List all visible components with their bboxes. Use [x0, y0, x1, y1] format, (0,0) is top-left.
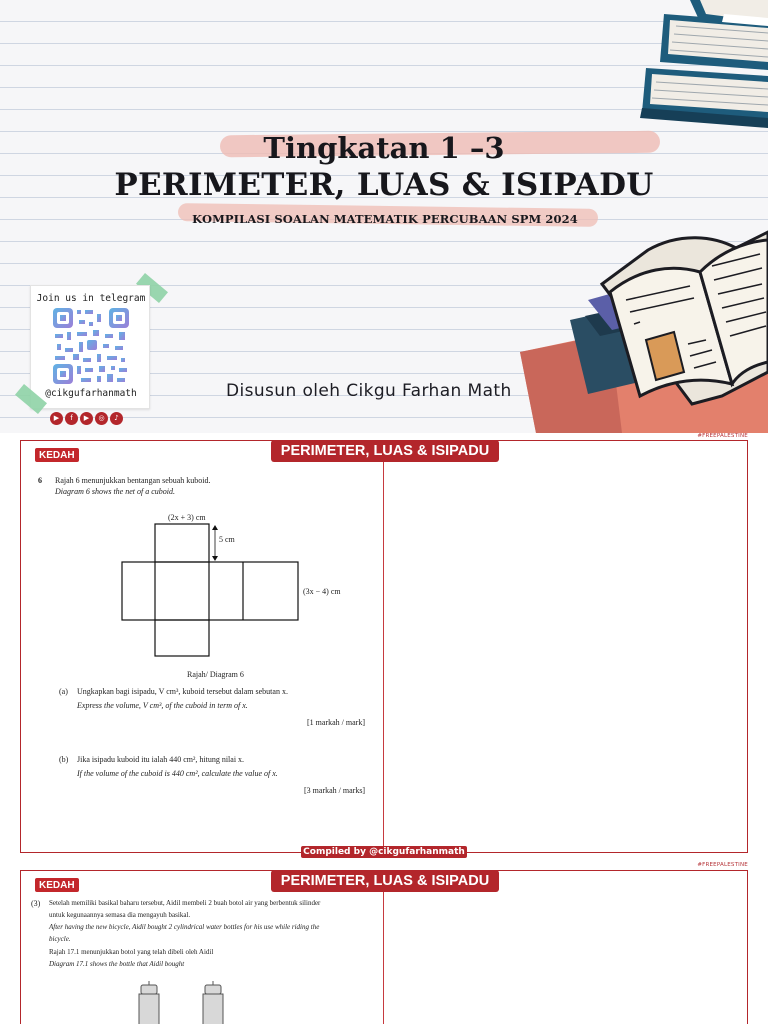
cover — [0, 0, 768, 433]
question-stem-ms: Rajah 6 menunjukkan bentangan sebuah kuboid. — [55, 476, 211, 485]
tiktok-icon[interactable]: ♪ — [110, 412, 123, 425]
question-line-en: After having the new bicycle, Aidil bought 2 cylindrical water bottles for his use while riding the — [49, 923, 320, 931]
column-divider — [383, 441, 384, 852]
question-number: 6 — [38, 476, 42, 485]
facebook-icon[interactable]: f — [65, 412, 78, 425]
part-a-marks: [1 markah / mark] — [307, 718, 365, 727]
page-tag: #FREEPALESTINE — [697, 862, 748, 868]
youtube-icon[interactable]: ▶ — [50, 412, 63, 425]
state-badge: KEDAH — [35, 448, 79, 462]
water-bottle-illustration — [133, 981, 243, 1024]
question-line-en: Diagram 17.1 shows the bottle that Aidil bought — [49, 960, 185, 968]
author-credit: Disusun oleh Cikgu Farhan Math — [226, 381, 512, 401]
worksheet-page — [20, 870, 748, 1024]
part-b-label: (b) — [59, 755, 69, 764]
dimension-right-label: (3x − 4) cm — [303, 587, 341, 596]
part-a-text-ms: Ungkapkan bagi isipadu, V cm³, kuboid tersebut dalam sebutan x. — [77, 687, 288, 696]
part-b-text-ms: Jika isipadu kuboid itu ialah 440 cm², hitung nilai x. — [77, 755, 245, 764]
cover-compilation: KOMPILASI SOALAN MATEMATIK PERCUBAAN SPM 2024 — [192, 212, 578, 226]
page-header: PERIMETER, LUAS & ISIPADU — [271, 440, 499, 462]
page-header: PERIMETER, LUAS & ISIPADU — [271, 870, 499, 892]
column-divider — [383, 871, 384, 1024]
instagram-icon[interactable]: ◎ — [95, 412, 108, 425]
part-b-text-en: If the volume of the cuboid is 440 cm², calculate the value of x. — [77, 769, 278, 778]
youtube-icon[interactable]: ▶ — [80, 412, 93, 425]
telegram-handle: @cikgufarhanmath — [45, 388, 137, 399]
question-stem-en: Diagram 6 shows the net of a cuboid. — [55, 487, 175, 496]
diagram-caption: Rajah/ Diagram 6 — [187, 670, 244, 679]
cover-title: PERIMETER, LUAS & ISIPADU — [114, 167, 654, 203]
part-a-label: (a) — [59, 687, 68, 696]
telegram-label: Join us in telegram — [36, 293, 146, 304]
telegram-qr-code[interactable] — [53, 308, 129, 384]
question-line-en: bicycle. — [49, 935, 71, 943]
question-line-ms: Setelah memiliki basikal baharu tersebut, Aidil membeli 2 buah botol air yang berbentuk silinder — [49, 899, 321, 907]
page-tag: #FREEPALESTINE — [697, 433, 748, 439]
telegram-card[interactable] — [30, 285, 150, 409]
social-links — [50, 412, 123, 425]
cuboid-net-diagram — [119, 521, 305, 661]
question-line-ms: Rajah 17.1 menunjukkan botol yang telah dibeli oleh Aidil — [49, 948, 214, 956]
part-a-text-en: Express the volume, V cm³, of the cuboid in term of x. — [77, 701, 248, 710]
question-line-ms: untuk kegunaannya semasa dia mengayuh basikal. — [49, 911, 191, 919]
cover-subtitle: Tingkatan 1 –3 — [263, 131, 505, 165]
part-b-marks: [3 markah / marks] — [304, 786, 366, 795]
dimension-side-label: 5 cm — [219, 535, 235, 544]
worksheet-page — [20, 440, 748, 857]
page-footer: Compiled by @cikgufarhanmath — [301, 846, 467, 858]
dimension-top-label: (2x + 3) cm — [168, 513, 206, 522]
state-badge: KEDAH — [35, 878, 79, 892]
question-label: (3) — [31, 899, 41, 908]
